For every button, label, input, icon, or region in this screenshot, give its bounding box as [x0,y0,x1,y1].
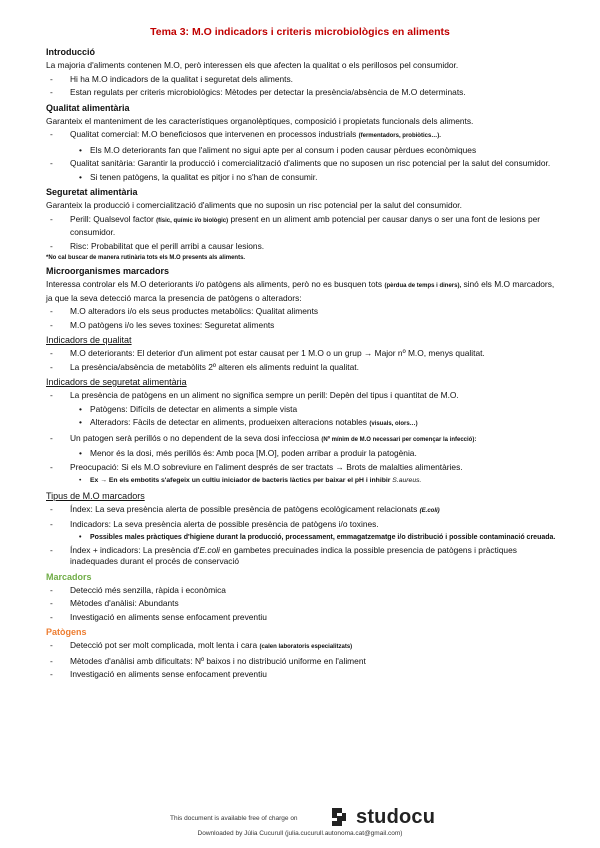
safety-indicators-bullet-note: (visuals, olors…) [369,421,418,427]
safety-indicators-item-note: (Nº mínim de M.O necessari per començar la infecció): [321,436,477,443]
quality-text: Garanteix el manteniment de les característiques organolèptiques, composició i propietats funcionals dels aliments. [46,115,474,126]
safety-note: *No cal buscar de manera rutinària tots els M.O presents als aliments. [46,255,246,261]
safety-indicators-heading: Indicadors de seguretat alimentària [46,377,187,387]
intro-item: - Hi ha M.O indicadors de la qualitat i seguretat dels aliments. [46,74,558,86]
marker-types-item [46,504,558,518]
quality-item [46,129,558,143]
safety-heading: Seguretat alimentària [46,187,138,197]
markers-heading: Microorganismes marcadors [46,266,170,276]
marcadors-item: - Mètodes d'anàlisi: Abundants [46,598,558,610]
patogens-item: - Investigació en aliments sense enfocament preventiu [46,669,558,681]
marker-types-item: - Indicadors: La seva presència alerta de possible presència de patògens i/o toxines. [46,519,558,531]
marker-types-item-text: en gambetes precuinades indica la possible presencia de patògens i pràctiques inadequades durant el procés de conservació [70,544,517,566]
safety-indicators-bullet [46,417,558,431]
marker-types-item [46,545,558,568]
safety-indicators-item: - Preocupació: Si els M.O sobreviure en l'aliment després de ser tractats → Brots de malalties alimentàries. [46,462,558,474]
safety-item: - Risc: Probabilitat que el perill arribi a causar lesions. [46,241,558,253]
patogens-heading: Patògens [46,627,87,637]
safety-text: Garanteix la producció i comercialització d'aliments que no suposin un risc potencial per la salut del consumidor. [46,200,462,210]
safety-indicators-item-text: Un patogen serà perillós o no dependent de la seva dosi infecciosa [70,432,320,443]
patogens-item: - Mètodes d'anàlisi amb dificultats: Nº baixos i no distribució uniforme en l'aliment [46,656,558,668]
example-species: S.aureus. [392,477,422,484]
document-body [46,43,558,683]
safety-item-note: (físic, químic i/o biològic) [156,217,229,224]
markers-text-b: sinó els M.O marcadors, ja que la seva detecció marca la presencia de patògens o alteradors: [46,279,555,303]
safety-item-text: present en un aliment amb potencial per causar danys o ser una font de lesions per consumidor. [70,213,541,237]
quality-bullet: • Si tenen patògens, la qualitat es pitjor i no s'han de consumir. [46,172,558,184]
safety-item [46,214,558,239]
example-text: Ex → En els embotits s'afegeix un cultiu iniciador de bacteris làctics per baixar el pH i inhibir [90,477,391,484]
marker-types-heading: Tipus de M.O marcadors [46,490,145,501]
intro-text: La majoria d'aliments contenen M.O, però interessen els que afecten la qualitat o els perillosos pel consumidor. [46,60,459,70]
marker-types-item-text: Índex: La seva presència alerta de possible presència de patògens ecològicament relacionats [70,503,418,514]
patogens-item [46,640,558,654]
marker-types-item-text: Índex + indicadors: La presència d' [70,544,200,555]
markers-text [46,279,558,304]
marcadors-heading: Marcadors [46,571,92,582]
quality-item-note: (fermentadors, probiòtics…). [358,133,441,139]
safety-indicators-example [46,475,558,487]
markers-text-a: Interessa controlar els M.O deteriorants i/o patògens als aliments, però no es busquen tots [46,279,383,289]
marker-types-bullet: • Possibles males pràctiques d'higiene durant la producció, processament, emmagatzematge i/o distribució i possible contaminació creuada. [46,533,558,543]
safety-indicators-item [46,433,558,447]
quality-item: - Qualitat sanitària: Garantir la producció i comercialització d'aliments que no suposen un risc potencial per la salut del consumidor. [46,158,558,170]
page-title: Tema 3: M.O indicadors i criteris microbiològics en aliments [150,26,450,38]
patogens-item-note: (calen laboratoris especialitzats) [259,644,353,650]
studocu-logo-icon [326,804,352,830]
marcadors-item: - Investigació en aliments sense enfocament preventiu [46,612,558,624]
quality-indicators-item: - M.O deteriorants: El deterior d'un aliment pot estar causat per 1 M.O o un grup → Major nº M.O, menys qualitat. [46,348,558,360]
safety-indicators-bullet: • Patògens: Difícils de detectar en aliments a simple vista [46,404,558,416]
markers-item: - M.O alteradors i/o els seus productes metabòlics: Qualitat aliments [46,306,558,318]
quality-indicators-item: - La presència/absència de metabòlits 2º alteren els aliments reduint la qualitat. [46,362,558,374]
quality-indicators-heading: Indicadors de qualitat [46,335,132,345]
safety-indicators-bullet: • Menor és la dosi, més perillós és: Amb poca [M.O], poden arribar a produir la patogènia. [46,448,558,460]
studocu-logo-text: studocu [356,805,436,828]
intro-heading: Introducció [46,47,95,57]
safety-indicators-bullet-text: Alteradors: Fàcils de detectar en aliments, produeixen alteracions notables [90,417,367,427]
quality-bullet: • Els M.O deteriorants fan que l'aliment no sigui apte per al consum i poden causar pèrdues econòmiques [46,145,558,157]
studocu-logo[interactable] [326,804,435,830]
marcadors-item: - Detecció més senzilla, ràpida i econòmica [46,585,558,597]
quality-heading: Qualitat alimentària [46,102,130,113]
patogens-item-text: Detecció pot ser molt complicada, molt lenta i cara [70,640,258,650]
download-notice: Downloaded by Júlia Cucurull (julia.cucurull.autonoma.cat@gmail.com) [197,830,403,837]
quality-item-text: Qualitat comercial: M.O beneficiosos que intervenen en processos industrials [70,129,357,139]
markers-text-note: (pèrdua de temps i diners), [384,283,462,289]
marker-types-item-note: (E.coli) [419,507,440,514]
marker-types-item-species: E.coli [199,544,220,555]
markers-item: - M.O patògens i/o les seves toxines: Seguretat aliments [46,320,558,332]
safety-item-text: Perill: Qualsevol factor [70,213,154,224]
availability-notice: This document is available free of charge on [170,815,298,822]
safety-indicators-item: - La presència de patògens en un aliment no significa sempre un perill: Depèn del tipus i quantitat de M.O. [46,390,558,402]
intro-item: - Estan regulats per criteris microbiològics: Mètodes per detectar la presència/absència de M.O determinats. [46,87,558,99]
